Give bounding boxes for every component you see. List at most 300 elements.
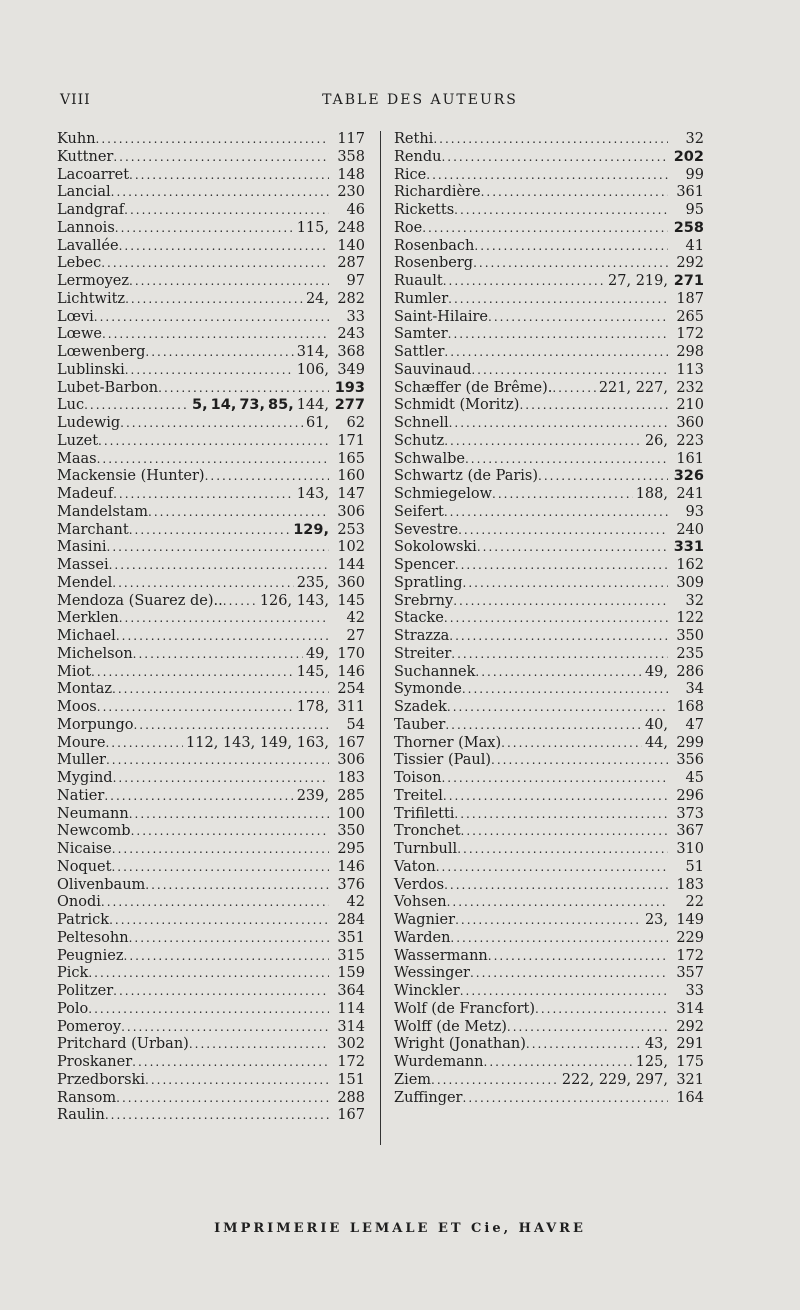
dot-leader (426, 167, 668, 185)
dot-leader (115, 220, 294, 238)
author-name: Lœwe (57, 326, 102, 343)
index-entry (57, 238, 365, 256)
dot-leader (88, 965, 329, 983)
author-name: Vaton (394, 858, 436, 875)
index-entry (57, 823, 365, 841)
index-entry (394, 752, 704, 770)
author-name: Wolff (de Metz) (394, 1018, 507, 1035)
dot-leader (447, 894, 668, 912)
index-entry (394, 433, 704, 451)
index-entry (57, 717, 365, 735)
index-entry (57, 167, 365, 185)
index-entry (394, 344, 704, 362)
index-entry (57, 699, 365, 717)
dot-leader (158, 380, 329, 398)
dot-leader (451, 646, 668, 664)
page-reference-last: 147 (337, 486, 365, 502)
page-reference-last: 144 (337, 557, 365, 573)
index-entry (57, 1072, 365, 1090)
author-name: Patrick (57, 912, 110, 928)
author-name: Mendel (57, 574, 113, 591)
page-reference-last: 140 (337, 237, 365, 254)
page-reference-last: 288 (337, 1089, 365, 1106)
dot-leader (463, 575, 668, 593)
dot-leader (445, 717, 642, 735)
index-entry (57, 806, 365, 824)
author-name: Lermoyez (57, 273, 130, 289)
author-name: Neumann (57, 805, 129, 822)
page-reference-last: 360 (337, 574, 365, 591)
index-entry (394, 593, 704, 611)
author-name: Wessinger (394, 965, 470, 982)
dot-leader (124, 948, 329, 966)
page-reference: 49, (644, 663, 668, 680)
author-name: Rendu (394, 148, 442, 165)
page-reference: 143, (296, 486, 329, 502)
index-entry (57, 894, 365, 912)
author-name: Ziem (394, 1071, 432, 1088)
page-reference-last: 373 (676, 805, 704, 822)
author-name: Lubet-Barbon (57, 379, 159, 396)
page-reference-last: 113 (676, 361, 704, 378)
dot-leader (462, 681, 668, 699)
index-entry (57, 309, 365, 327)
page-reference-last: 167 (337, 734, 365, 751)
dot-leader (507, 1019, 668, 1037)
dot-leader (444, 433, 642, 451)
index-entry (57, 859, 365, 877)
author-name: Mygind (57, 770, 113, 786)
index-entry (394, 717, 704, 735)
dot-leader (447, 699, 668, 717)
page-reference-last: 223 (676, 432, 704, 449)
index-entry (57, 415, 365, 433)
page-reference-last: 159 (337, 965, 365, 982)
index-entry (394, 1054, 704, 1072)
page-reference-last: 95 (685, 202, 704, 218)
author-name: Lebec (57, 255, 102, 272)
page-reference-last: 321 (676, 1071, 704, 1088)
author-name: Turnbull (394, 841, 458, 857)
dot-leader (129, 522, 291, 540)
index-entry (57, 841, 365, 859)
author-name: Rosenbach (394, 237, 475, 254)
dot-leader (101, 894, 329, 912)
dot-leader (205, 468, 329, 486)
page-reference-last: 42 (346, 610, 365, 627)
page-reference-last: 361 (676, 184, 704, 201)
page-reference: 125, (635, 1054, 668, 1070)
dot-leader (436, 859, 668, 877)
index-entry (394, 912, 704, 930)
author-name: Mendoza (Suarez de).. (57, 592, 223, 609)
index-entry (394, 983, 704, 1001)
page-reference-last: 122 (676, 610, 704, 627)
author-name: Lœwenberg (57, 344, 146, 360)
page-reference-last: 102 (337, 539, 365, 556)
page-reference: 40, (644, 716, 668, 733)
page-reference-last: 183 (337, 770, 365, 786)
index-entry (57, 1001, 365, 1019)
index-entry (57, 628, 365, 646)
page-reference-last: 253 (337, 521, 365, 538)
index-entry (394, 823, 704, 841)
author-name: Lacoarret (57, 166, 130, 183)
dot-leader (473, 255, 668, 273)
dot-leader (129, 273, 329, 291)
dot-leader (461, 823, 668, 841)
page-reference-last: 286 (676, 663, 704, 680)
dot-leader (104, 788, 293, 806)
page-reference-last: 148 (337, 166, 365, 183)
index-entry (394, 664, 704, 682)
page-reference-last: 310 (676, 841, 704, 857)
index-entry (57, 291, 365, 309)
page-reference-last: 296 (676, 787, 704, 804)
dot-leader (97, 451, 329, 469)
dot-leader (444, 344, 668, 362)
index-entry (394, 255, 704, 273)
dot-leader (91, 664, 294, 682)
author-name: Schmidt (Moritz) (394, 397, 520, 414)
author-name: Newcomb (57, 823, 131, 840)
author-name: Ludewig (57, 415, 121, 431)
author-name: Luc (57, 397, 85, 414)
dot-leader (449, 415, 668, 433)
index-entry (394, 699, 704, 717)
index-entry (57, 468, 365, 486)
dot-leader (112, 841, 329, 859)
page-header (60, 92, 760, 112)
index-entry (394, 1072, 704, 1090)
author-name: Verdos (394, 876, 445, 893)
page-reference-last: 162 (676, 557, 704, 573)
page-reference-last: 149 (676, 912, 704, 928)
page-reference-last: 364 (337, 983, 365, 999)
dot-leader (441, 149, 668, 167)
author-name: Onodi (57, 894, 101, 911)
dot-leader (443, 788, 668, 806)
author-name: Noquet (57, 858, 112, 875)
author-name: Warden (394, 929, 451, 946)
dot-leader (129, 806, 329, 824)
page-reference: 24, (305, 290, 329, 307)
author-name: Michelson (57, 645, 133, 662)
index-entry (57, 362, 365, 380)
page-reference-last: 183 (676, 876, 704, 893)
index-entry (394, 167, 704, 185)
page-reference-last: 210 (676, 397, 704, 414)
dot-leader (552, 380, 595, 398)
author-name: Schwartz (de Paris) (394, 468, 539, 485)
dot-leader (481, 184, 668, 202)
page-reference: 14, (210, 397, 237, 414)
index-entry (394, 397, 704, 415)
page-reference: 129, (293, 521, 329, 538)
page-reference: 188, (635, 486, 668, 502)
page-reference-last: 168 (676, 699, 704, 715)
dot-leader (470, 965, 668, 983)
author-name: Pick (57, 965, 89, 982)
page-reference-last: 172 (676, 947, 704, 964)
page-reference-last: 376 (337, 876, 365, 893)
dot-leader (457, 841, 668, 859)
index-entry (57, 557, 365, 575)
page-reference-last: 314 (337, 1018, 365, 1035)
author-name: Przedborski (57, 1071, 145, 1088)
index-entry (57, 433, 365, 451)
page-reference-last: 241 (676, 486, 704, 502)
author-name: Roe (394, 219, 423, 236)
dot-leader (460, 983, 668, 1001)
index-entry (57, 664, 365, 682)
index-entry (394, 486, 704, 504)
index-entry (394, 1036, 704, 1054)
author-name: Mackensie (Hunter) (57, 468, 205, 485)
dot-leader (454, 202, 668, 220)
author-name: Sattler (394, 344, 445, 360)
dot-leader (441, 770, 668, 788)
dot-leader (431, 1072, 559, 1090)
index-entry (394, 451, 704, 469)
index-entry (394, 202, 704, 220)
dot-leader (145, 344, 293, 362)
page-reference-last: 302 (337, 1036, 365, 1053)
index-entry (57, 184, 365, 202)
dot-leader (477, 539, 668, 557)
page-reference-last: 306 (337, 503, 365, 520)
page-reference-last: 314 (676, 1000, 704, 1017)
index-entry (394, 859, 704, 877)
index-entry (394, 575, 704, 593)
index-entry (57, 948, 365, 966)
index-entry (57, 220, 365, 238)
author-name: Lavallée (57, 237, 119, 254)
dot-leader (488, 309, 668, 327)
author-name: Merklen (57, 610, 119, 627)
page-reference-last: 291 (676, 1036, 704, 1053)
author-name: Richardière (394, 184, 481, 201)
index-entry (394, 1001, 704, 1019)
page-reference-last: 42 (346, 894, 365, 911)
page-reference-last: 33 (685, 983, 704, 999)
page-reference-last: 230 (337, 184, 365, 201)
dot-leader (458, 522, 668, 540)
author-name: Peltesohn (57, 929, 129, 946)
author-name: Proskaner (57, 1054, 133, 1070)
page-reference-last: 165 (337, 450, 365, 467)
index-entry (394, 184, 704, 202)
page-reference-last: 350 (676, 628, 704, 644)
author-name: Schutz (394, 432, 445, 449)
index-entry (57, 255, 365, 273)
page-reference-last: 254 (337, 681, 365, 698)
dot-leader (223, 593, 257, 611)
page-reference-last: 172 (676, 326, 704, 343)
author-name: Maas (57, 450, 97, 467)
page-reference-last: 167 (337, 1107, 365, 1124)
index-entry (57, 1054, 365, 1072)
left-index-column (57, 131, 365, 1125)
dot-leader (84, 397, 189, 415)
dot-leader (501, 735, 642, 753)
author-name: Morpungo (57, 716, 134, 733)
dot-leader (112, 681, 329, 699)
dot-leader (422, 220, 668, 238)
dot-leader (132, 1054, 329, 1072)
page-reference-last: 171 (337, 432, 365, 449)
dot-leader (463, 1090, 669, 1108)
author-name: Rosenberg (394, 255, 474, 272)
dot-leader (111, 184, 329, 202)
page-reference: 314, (296, 344, 329, 360)
author-name: Rethi (394, 131, 434, 147)
author-name: Wurdemann (394, 1054, 484, 1070)
index-entry (57, 735, 365, 753)
author-name: Mandelstam (57, 503, 148, 520)
index-entry (394, 326, 704, 344)
author-name: Lancial (57, 184, 111, 201)
page-reference: 23, (644, 912, 668, 928)
page-reference-last: 284 (337, 912, 365, 928)
author-name: Schæffer (de Brême). (394, 379, 553, 396)
index-entry (57, 451, 365, 469)
page-reference-last: 146 (337, 663, 365, 680)
index-entry (394, 646, 704, 664)
author-name: Wagnier (394, 912, 456, 928)
dot-leader (475, 664, 642, 682)
author-name: Moos (57, 699, 97, 715)
index-entry (57, 877, 365, 895)
author-name: Moure (57, 734, 106, 751)
author-name: Polo (57, 1000, 89, 1017)
dot-leader (101, 255, 329, 273)
dot-leader (444, 610, 668, 628)
page-reference-last: 97 (346, 273, 365, 289)
page-reference-last: 282 (337, 290, 365, 307)
author-name: Seifert (394, 503, 444, 520)
index-entry (394, 362, 704, 380)
page-reference-last: 33 (346, 308, 365, 325)
dot-leader (491, 752, 668, 770)
author-name: Madeuf (57, 486, 114, 502)
index-entry (394, 131, 704, 149)
page-reference: 73, (239, 397, 266, 414)
dot-leader (120, 415, 303, 433)
author-name: Pritchard (Urban) (57, 1036, 189, 1053)
dot-leader (113, 486, 294, 504)
index-entry (57, 681, 365, 699)
author-name: Strazza (394, 628, 450, 644)
page-reference-last: 299 (676, 734, 704, 751)
dot-leader (448, 291, 668, 309)
dot-leader (121, 1019, 329, 1037)
page-reference-last: 41 (685, 237, 704, 254)
dot-leader (448, 326, 668, 344)
dot-leader (125, 291, 303, 309)
author-name: Tronchet (394, 823, 461, 840)
page-reference-last: 331 (673, 539, 704, 556)
index-entry (394, 1019, 704, 1037)
dot-leader (444, 504, 668, 522)
index-entry (394, 380, 704, 398)
dot-leader (119, 238, 329, 256)
dot-leader (453, 593, 668, 611)
index-entry (394, 149, 704, 167)
author-name: Politzer (57, 983, 114, 999)
index-entry (394, 273, 704, 291)
page-reference-last: 315 (337, 947, 365, 964)
author-name: Spencer (394, 557, 455, 573)
dot-leader (455, 912, 642, 930)
page-reference-last: 34 (685, 681, 704, 698)
index-entry (57, 504, 365, 522)
author-name: Peugniez (57, 947, 124, 964)
index-entry (394, 681, 704, 699)
dot-leader (488, 948, 668, 966)
page-reference-last: 45 (685, 770, 704, 786)
page-reference-last: 99 (685, 166, 704, 183)
dot-leader (538, 468, 668, 486)
index-entry (394, 930, 704, 948)
dot-leader (455, 557, 668, 575)
dot-leader (105, 1107, 329, 1125)
dot-leader (129, 930, 329, 948)
dot-leader (519, 397, 668, 415)
index-entry (394, 557, 704, 575)
page-reference-last: 356 (676, 752, 704, 769)
column-divider (380, 131, 381, 1145)
index-entry (57, 610, 365, 628)
dot-leader (98, 433, 329, 451)
author-name: Sauvinaud (394, 361, 472, 378)
dot-leader (492, 486, 633, 504)
page-reference: 61, (305, 415, 329, 431)
dot-leader (189, 1036, 329, 1054)
page-reference-last: 285 (337, 787, 365, 804)
dot-leader (116, 1090, 329, 1108)
dot-leader (131, 823, 329, 841)
author-name: Spratling (394, 574, 463, 591)
page-reference-last: 100 (337, 805, 365, 822)
index-entry (394, 806, 704, 824)
index-entry (57, 930, 365, 948)
page-reference-last: 202 (673, 148, 704, 165)
author-name: Michael (57, 628, 116, 644)
author-name: Sevestre (394, 521, 459, 538)
author-name: Srebrny (394, 592, 454, 609)
index-entry (57, 983, 365, 1001)
page-reference-last: 93 (685, 503, 704, 520)
index-entry (394, 877, 704, 895)
index-entry (394, 309, 704, 327)
page-reference-last: 311 (337, 699, 365, 715)
page-reference-last: 22 (685, 894, 704, 911)
page-reference-last: 160 (337, 468, 365, 485)
author-name: Trifiletti (394, 805, 455, 822)
author-name: Symonde (394, 681, 462, 698)
page-reference-last: 187 (676, 290, 704, 307)
index-entry (394, 504, 704, 522)
page-reference-last: 170 (337, 645, 365, 662)
dot-leader (145, 877, 329, 895)
page-reference: 144, (296, 397, 329, 414)
author-name: Lannois (57, 219, 115, 236)
page-reference-last: 277 (334, 397, 365, 414)
index-entry (57, 1090, 365, 1108)
author-name: Thorner (Max) (394, 734, 502, 751)
author-name: Miot (57, 663, 92, 680)
